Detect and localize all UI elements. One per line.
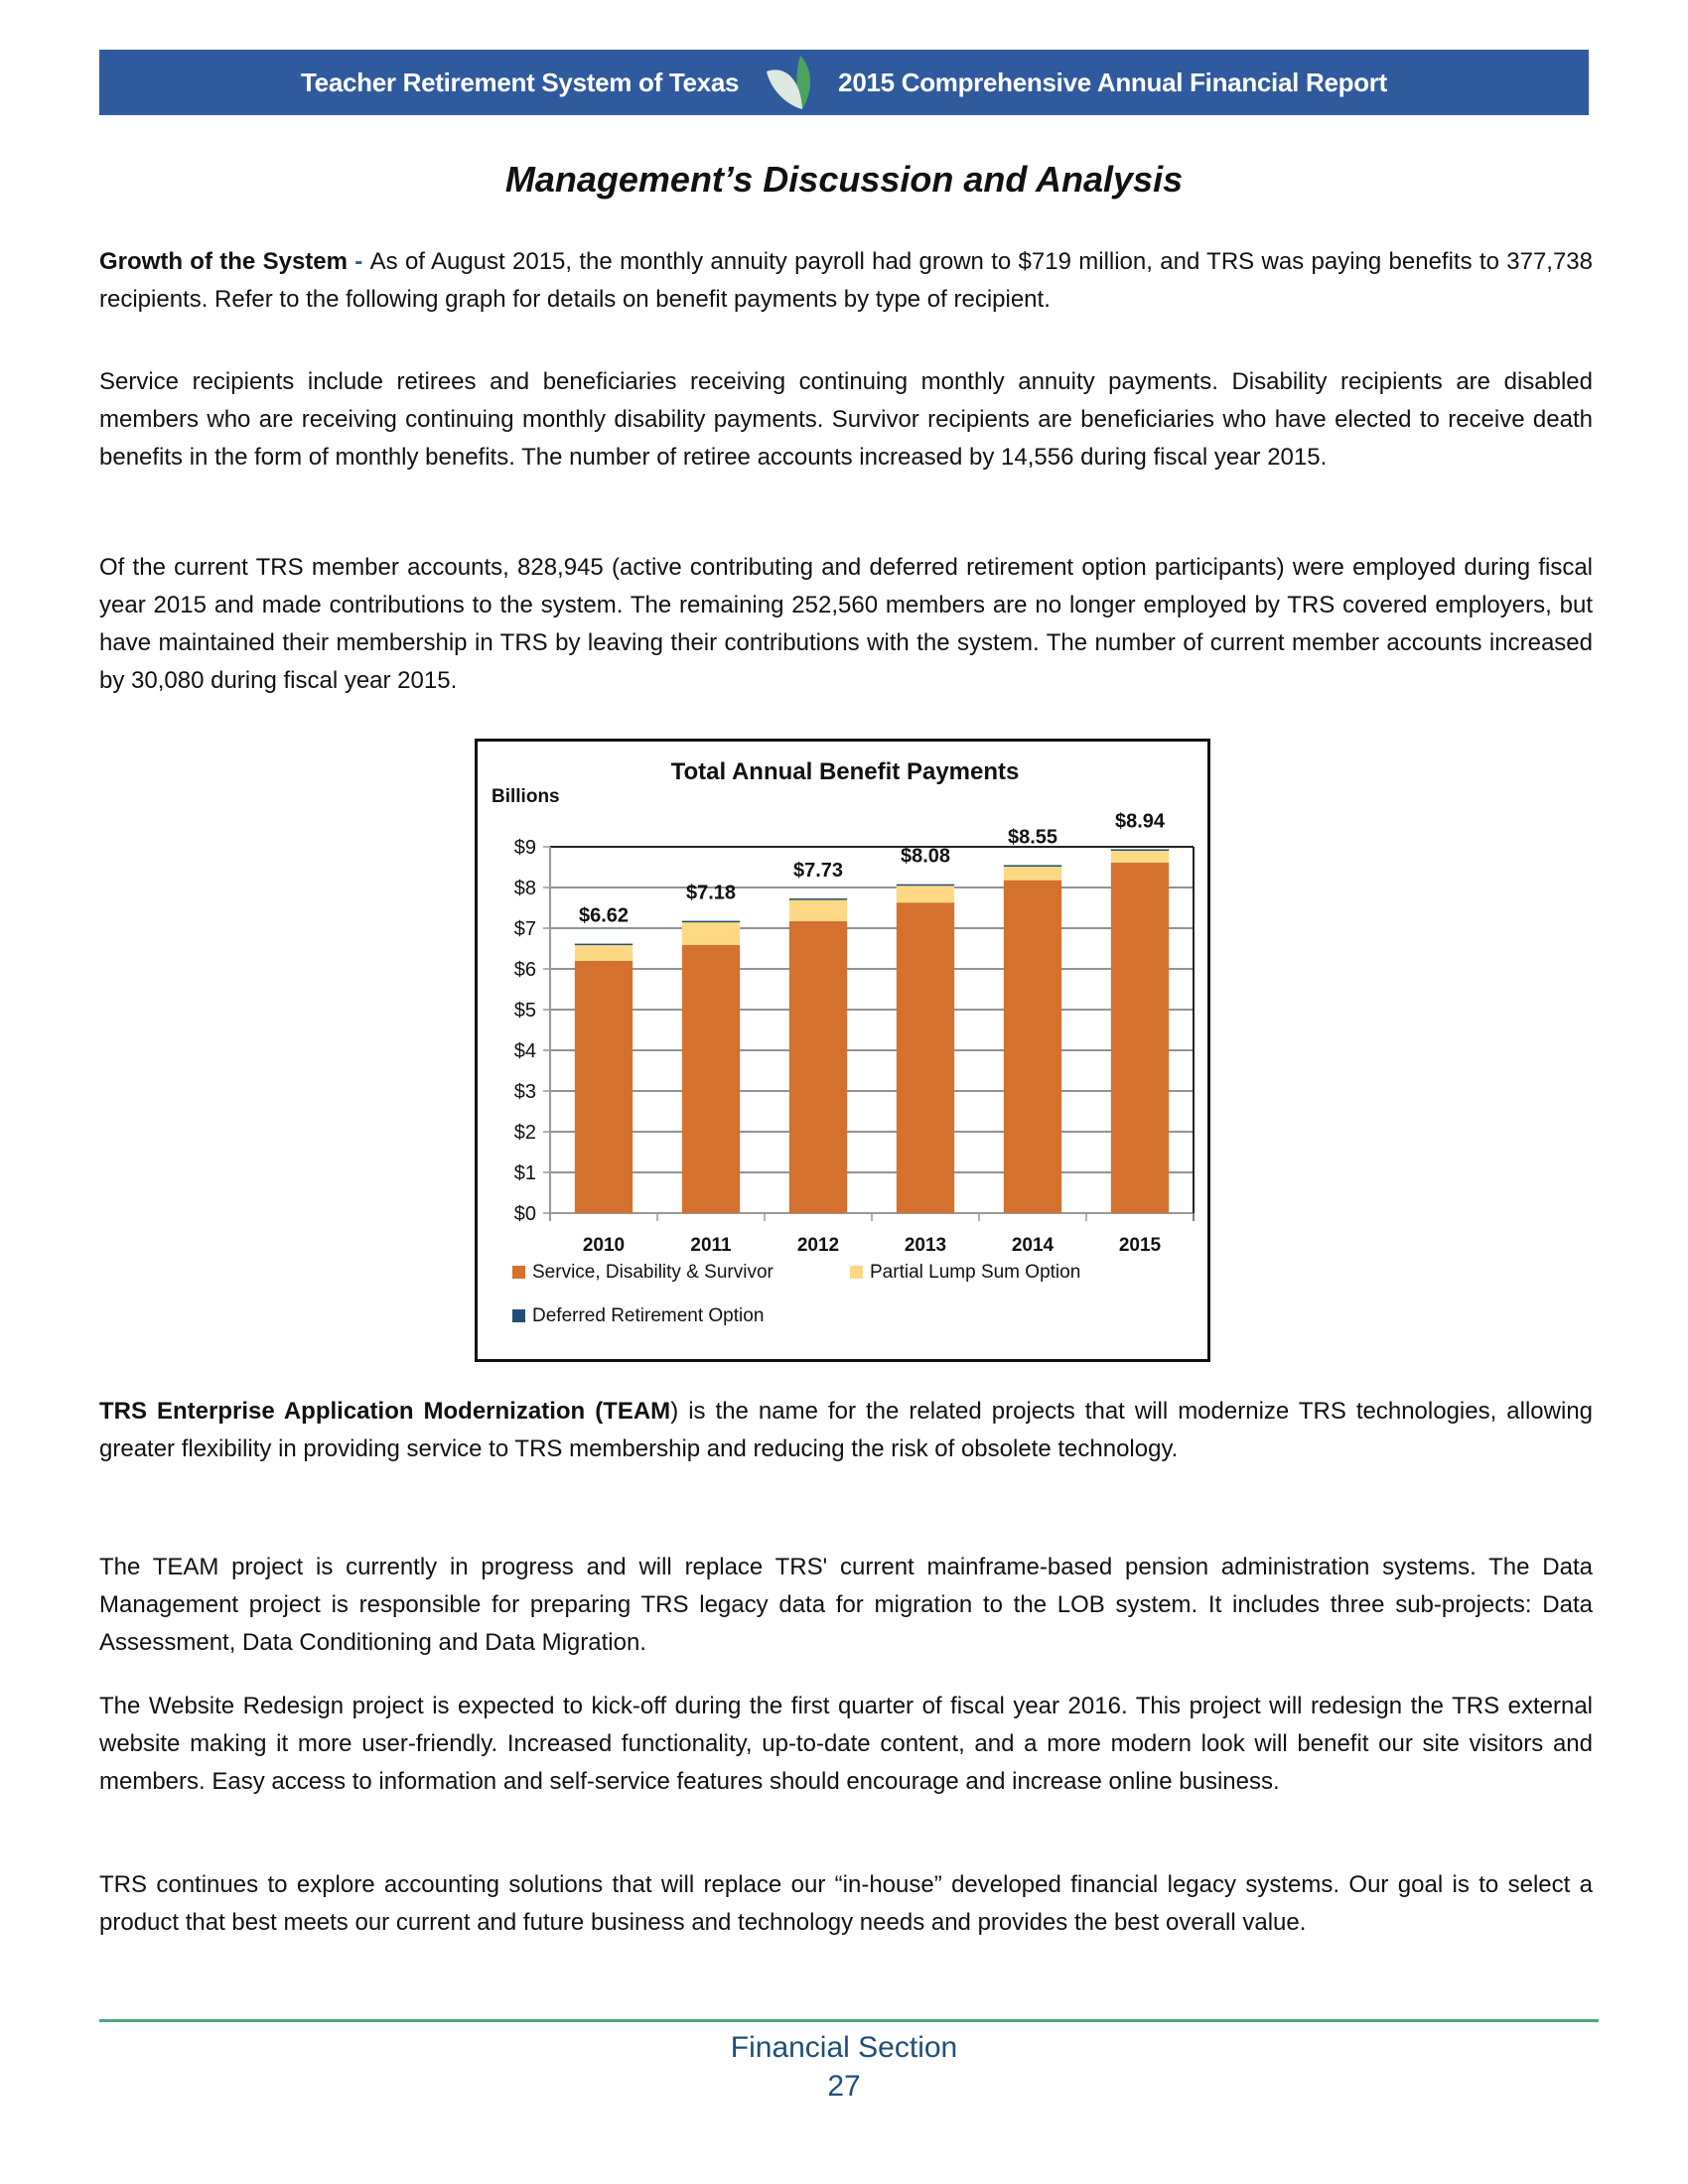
total-data-label: $8.94: [1114, 810, 1166, 833]
paragraph-team: [99, 1393, 1593, 1468]
y-tick-label: $8: [513, 878, 536, 899]
x-tick-label: 2014: [1011, 1235, 1055, 1256]
legend-item: [850, 1262, 1080, 1283]
paragraph-team-progress: The TEAM project is currently in progress and will replace TRS' current mainframe-based pension administration systems. The Data Management project is responsible for preparing TRS legacy data for migration to the LOB system. It includes three sub-projects: Data Assessment, Data Conditioning and Data Migration.: [99, 1554, 1593, 1656]
legend-swatch: [512, 1266, 525, 1279]
x-tick-label: 2013: [904, 1235, 947, 1256]
report-header-banner: [99, 50, 1589, 115]
y-tick-label: $5: [513, 1000, 536, 1022]
footer-section: Financial Section: [730, 2031, 958, 2064]
legend-swatch: [512, 1309, 525, 1322]
y-tick-label: $6: [513, 959, 536, 981]
x-tick-label: 2012: [796, 1235, 840, 1256]
page-title: Management’s Discussion and Analysis: [504, 159, 1184, 200]
legend-label: Partial Lump Sum Option: [870, 1262, 1081, 1283]
legend-label: Deferred Retirement Option: [532, 1305, 765, 1326]
bar-segment-partial-lump-sum-option: [1004, 866, 1061, 880]
bar-segment-partial-lump-sum-option: [789, 899, 847, 921]
bar-segment-deferred-retirement-option: [1004, 865, 1061, 867]
heading-separator: -: [347, 248, 370, 275]
bar-segment-service-disability-survivor: [682, 945, 740, 1213]
team-heading: TRS Enterprise Application Modernization (TEAM: [99, 1398, 671, 1425]
total-data-label: $7.18: [685, 882, 737, 904]
bar-segment-deferred-retirement-option: [897, 885, 954, 887]
bar-segment-deferred-retirement-option: [1111, 849, 1169, 851]
paragraph-accounting: TRS continues to explore accounting solutions that will replace our “in-house” developed financial legacy systems. Our goal is to select a product that best meets our current and future business and technology needs and provides the best overall value.: [99, 1871, 1593, 1936]
y-tick-label: $0: [513, 1203, 536, 1225]
leaf-icon: [763, 54, 816, 111]
header-right-title: 2015 Comprehensive Annual Financial Report: [838, 67, 1387, 97]
growth-heading: Growth of the System: [99, 248, 348, 275]
bar-segment-partial-lump-sum-option: [897, 886, 954, 903]
y-tick-label: $3: [513, 1081, 536, 1103]
legend-item: [512, 1305, 764, 1326]
paragraph-members: Of the current TRS member accounts, 828,945 (active contributing and deferred retirement option participants) were employed during fiscal year 2015 and made contributions to the system. The remaining 252,560 members are no longer employed by TRS covered employers, but have maintained their membership in TRS by leaving their contributions with the system. The number of current member accounts increased by 30,080 during fiscal year 2015.: [99, 554, 1593, 694]
chart-y-axis-label: Billions: [492, 786, 560, 807]
total-data-label: $6.62: [578, 904, 630, 927]
bar-segment-deferred-retirement-option: [575, 944, 633, 946]
x-tick-label: 2015: [1118, 1235, 1162, 1256]
footer-divider: [99, 2019, 1599, 2022]
legend-label: Service, Disability & Survivor: [532, 1262, 774, 1283]
x-tick-label: 2011: [690, 1235, 732, 1256]
header-left-title: Teacher Retirement System of Texas: [301, 67, 740, 97]
y-tick-label: $4: [513, 1040, 536, 1062]
paragraph-website: The Website Redesign project is expected to kick-off during the first quarter of fiscal year 2016. This project will redesign the TRS external website making it more user-friendly. Increased functionality, up-to-date content, and a more modern look will benefit our site visitors and members. Easy access to information and self-service features should encourage and increase online business.: [99, 1693, 1593, 1795]
bar-segment-service-disability-survivor: [1111, 863, 1169, 1213]
bar-segment-partial-lump-sum-option: [575, 944, 633, 960]
chart-svg: [478, 742, 1207, 1359]
y-tick-label: $1: [513, 1162, 536, 1184]
total-data-label: $7.73: [792, 860, 844, 883]
chart-title: Total Annual Benefit Payments: [670, 758, 1020, 785]
bar-segment-service-disability-survivor: [789, 921, 847, 1213]
bar-segment-deferred-retirement-option: [682, 921, 740, 923]
y-tick-label: $7: [513, 918, 536, 940]
paragraph-growth: [99, 243, 1593, 319]
bar-segment-deferred-retirement-option: [789, 898, 847, 900]
total-data-label: $8.08: [900, 845, 951, 868]
bar-segment-partial-lump-sum-option: [682, 921, 740, 944]
bar-segment-service-disability-survivor: [575, 961, 633, 1213]
benefit-payments-chart: [475, 739, 1210, 1362]
team-text: ) is the name for the related projects that will modernize TRS technologies, allowing greater flexibility in providing service to TRS membership and reducing the risk of obsolete technology.: [99, 1398, 1594, 1462]
bar-segment-service-disability-survivor: [897, 902, 954, 1213]
y-tick-label: $9: [513, 837, 536, 859]
paragraph-recipients: Service recipients include retirees and beneficiaries receiving continuing monthly annuity payments. Disability recipients are disabled members who are receiving continuing monthly disability payments. Survivor recipients are beneficiaries who have elected to receive death benefits in the form of monthly benefits. The number of retiree accounts increased by 14,556 during fiscal year 2015.: [99, 368, 1593, 471]
total-data-label: $8.55: [1007, 826, 1058, 849]
bar-segment-service-disability-survivor: [1004, 881, 1061, 1213]
page-number: 27: [827, 2070, 861, 2103]
growth-text: As of August 2015, the monthly annuity payroll had grown to $719 million, and TRS was paying benefits to 377,738 recipients. Refer to the following graph for details on benefit payments by type of recipient.: [99, 248, 1594, 313]
legend-swatch: [850, 1266, 863, 1279]
legend-item: [512, 1262, 774, 1283]
bar-segment-partial-lump-sum-option: [1111, 850, 1169, 863]
x-tick-label: 2010: [582, 1235, 626, 1256]
y-tick-label: $2: [513, 1122, 536, 1144]
